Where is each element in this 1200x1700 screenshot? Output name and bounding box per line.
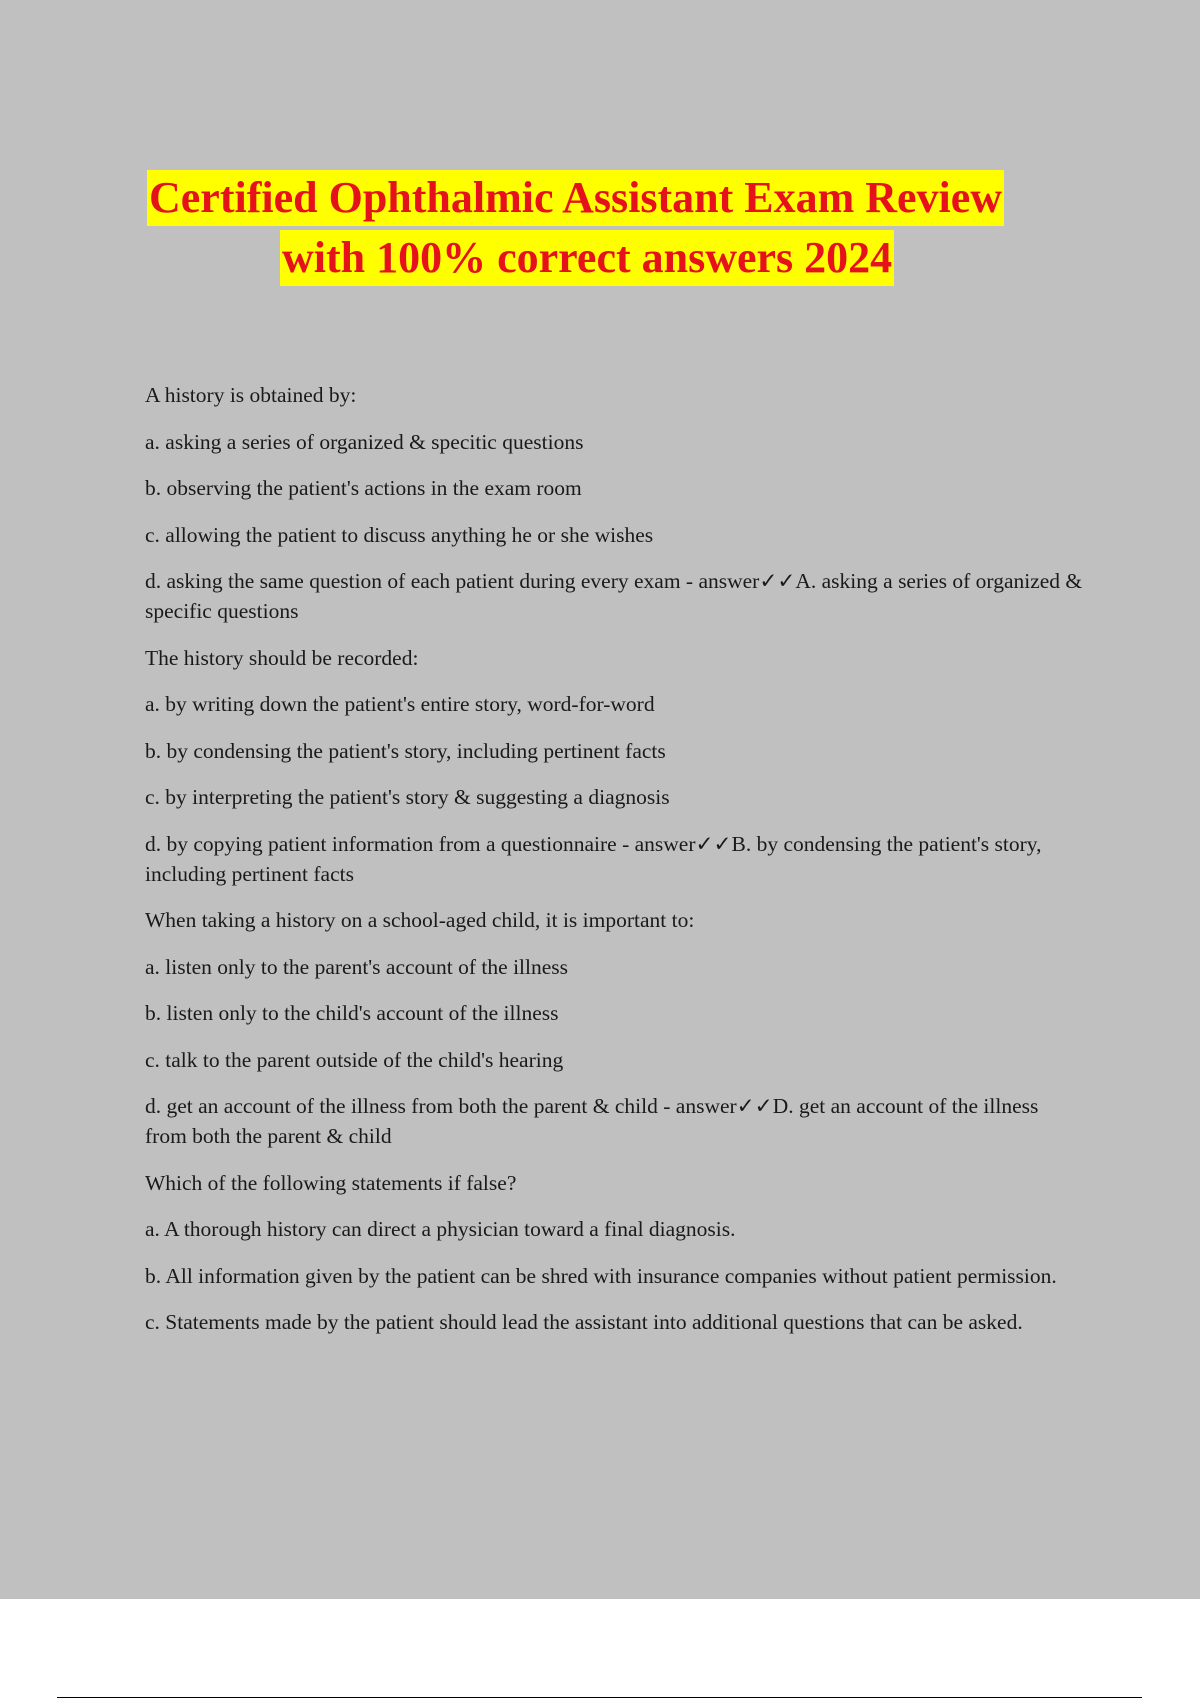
question-3-prompt: When taking a history on a school-aged child, it is important to: <box>145 908 695 932</box>
footer-divider <box>57 1697 1142 1698</box>
title-line-2: with 100% correct answers 2024 <box>280 230 894 286</box>
question-3-option-c: c. talk to the parent outside of the child's hearing <box>145 1047 564 1072</box>
question-1-option-c: c. allowing the patient to discuss anything he or she wishes <box>145 522 654 547</box>
question-1-option-b: b. observing the patient's actions in the exam room <box>145 476 582 500</box>
question-4-prompt: Which of the following statements if false? <box>145 1170 517 1195</box>
question-3-option-b: b. listen only to the child's account of the illness <box>145 1001 559 1025</box>
document-body <box>145 380 1085 1354</box>
question-1-option-a: a. asking a series of organized & specitic questions <box>145 429 584 454</box>
question-2-option-c: c. by interpreting the patient's story & suggesting a diagnosis <box>145 785 670 809</box>
title-line-1: Certified Ophthalmic Assistant Exam Review <box>147 170 1004 226</box>
question-2-option-d-answer: d. by copying patient information from a questionnaire - answer✓✓B. by condensing the patient's story, including pertinent facts <box>145 831 1042 886</box>
question-3-option-a: a. listen only to the parent's account of the illness <box>145 954 569 979</box>
question-4-option-c: c. Statements made by the patient should lead the assistant into additional questions that can be asked. <box>145 1310 1023 1334</box>
question-2-prompt: The history should be recorded: <box>145 645 419 670</box>
question-4-option-a: a. A thorough history can direct a physician toward a final diagnosis. <box>145 1217 736 1241</box>
question-1-option-d-answer: d. asking the same question of each patient during every exam - answer✓✓A. asking a series of organized & specific questions <box>145 569 1083 623</box>
question-4-option-b: b. All information given by the patient can be shred with insurance companies without patient permission. <box>145 1263 1057 1288</box>
question-2-option-a: a. by writing down the patient's entire story, word-for-word <box>145 692 655 716</box>
question-3-option-d-answer: d. get an account of the illness from both the parent & child - answer✓✓D. get an account of the illness from both the parent & child <box>145 1094 1039 1148</box>
question-2-option-b: b. by condensing the patient's story, including pertinent facts <box>145 738 666 763</box>
question-1-prompt: A history is obtained by: <box>145 383 357 407</box>
